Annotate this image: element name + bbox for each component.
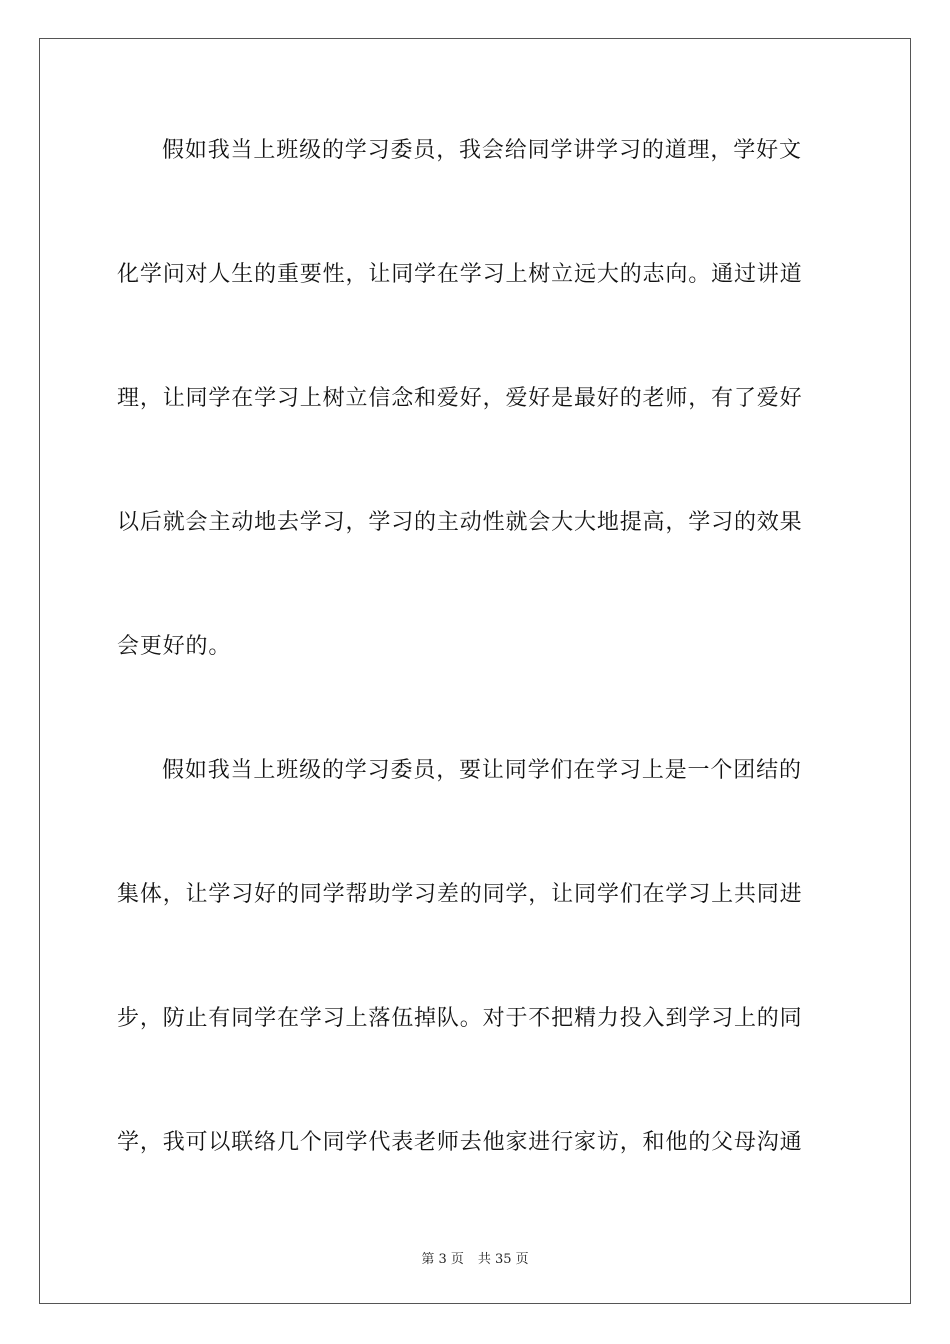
paragraph-2-line-4: 学，我可以联络几个同学代表老师去他家进行家访，和他的父母沟通 — [117, 1130, 803, 1155]
paragraph-2-line-1: 假如我当上班级的学习委员，要让同学们在学习上是一个团结的 — [162, 758, 802, 783]
page-border — [39, 38, 911, 1304]
page-number: 第 3 页 — [421, 1252, 464, 1267]
paragraph-2-line-2: 集体，让学习好的同学帮助学习差的同学，让同学们在学习上共同进 — [117, 882, 803, 907]
paragraph-1-line-5: 会更好的。 — [117, 634, 232, 659]
paragraph-2-line-3: 步，防止有同学在学习上落伍掉队。对于不把精力投入到学习上的同 — [117, 1006, 803, 1031]
page-footer — [0, 1248, 950, 1267]
paragraph-1-line-2: 化学问对人生的重要性，让同学在学习上树立远大的志向。通过讲道 — [117, 262, 803, 287]
total-pages: 共 35 页 — [477, 1252, 529, 1267]
paragraph-1-line-1: 假如我当上班级的学习委员，我会给同学讲学习的道理，学好文 — [162, 138, 802, 163]
paragraph-1-line-3: 理，让同学在学习上树立信念和爱好，爱好是最好的老师，有了爱好 — [117, 386, 803, 411]
paragraph-1-line-4: 以后就会主动地去学习，学习的主动性就会大大地提高，学习的效果 — [117, 510, 803, 535]
